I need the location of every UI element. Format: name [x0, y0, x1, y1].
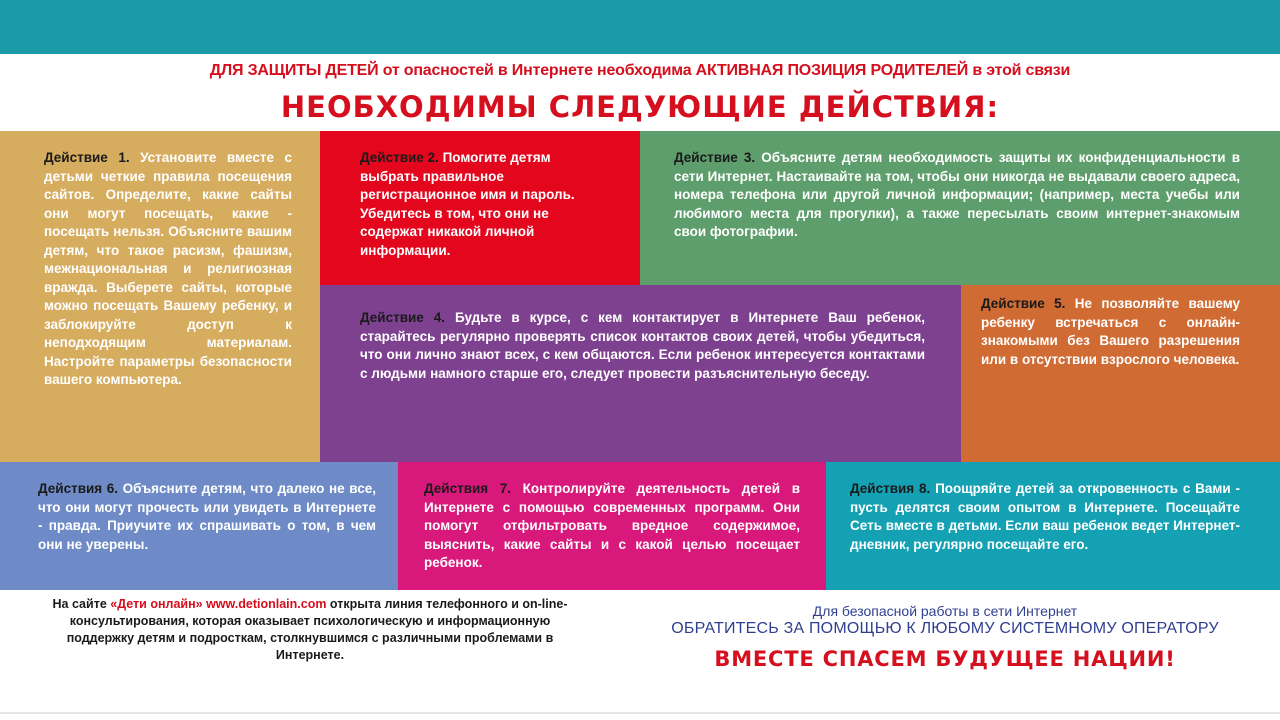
action-label: Действие 4. [360, 310, 455, 325]
action-block-6 [0, 462, 398, 590]
header-title: НЕОБХОДИМЫ СЛЕДУЮЩИЕ ДЕЙСТВИЯ: [280, 90, 1000, 124]
action-label: Действия 7. [424, 481, 523, 496]
action-text: Не позволяйте вашему ребенку встречаться с онлайн-знакомыми без Вашего разрешения или в отсутствии взрослого человека. [981, 296, 1241, 367]
action-block-5 [961, 285, 1280, 462]
action-text: Контролируйте деятельность детей в Интернете с помощью современных программ. Они помогут отфильтровать вредное содержимое, выяснить, какие сайты и с какой целью посещает ребенок. [424, 481, 800, 570]
action-label: Действие 5. [981, 296, 1075, 311]
action-text: Будьте в курсе, с кем контактирует в Интернете Ваш ребенок, старайтесь регулярно проверять список контактов своих детей, чтобы убедиться, что они лично знают всех, с кем общаются. Если ребенок интересуется контактами с людьми намного старше его, следует провести разъяснительную беседу. [360, 310, 926, 381]
action-text: Помогите детям выбрать правильное регистрационное имя и пароль. Убедитесь в том, что они не содержат никакой личной информации. [360, 150, 575, 258]
action-text: Поощряйте детей за откровенность с Вами - пусть делятся своим опытом в Интернете. Посещайте Сеть вместе в детьми. Если ваш ребенок ведет Интернет-дневник, регулярно посещайте его. [850, 481, 1241, 552]
action-block-3 [640, 131, 1280, 285]
slogan: ВМЕСТЕ СПАСЕМ БУДУЩЕЕ НАЦИИ! [714, 647, 1176, 671]
top-banner-bar [0, 0, 1280, 54]
helpline-prefix: На сайте [52, 597, 111, 611]
action-label: Действие 1. [44, 150, 141, 165]
operator-call: ОБРАТИТЕСЬ ЗА ПОМОЩЬЮ К ЛЮБОМУ СИСТЕМНОМУ ОПЕРАТОРУ [671, 620, 1219, 637]
action-text: Установите вместе с детьми четкие правила посещения сайтов. Определите, какие сайты они могут посещать, какие - посещать нельзя. Объясните вашим детям, что такое расизм, фашизм, межнациональная и религиозная вражда. Выберете сайты, которые можно посещать Вашему ребенку, и заблокируйте доступ к неподходящим материалам. Настройте параметры безопасности вашего компьютера. [44, 150, 293, 387]
action-block-4 [320, 285, 961, 462]
bottom-divider [0, 712, 1280, 714]
action-block-2 [320, 131, 640, 285]
action-label: Действие 2. [360, 150, 443, 165]
action-text: Объясните детям необходимость защиты их конфиденциальности в сети Интернет. Настаивайте на том, чтобы они никогда не выдавали своего адреса, номера телефона или другой личной информации; (например, места учебы или любимого места для прогулки), а также пересылать своим интернет-знакомым свои фотографии. [674, 150, 1241, 239]
action-label: Действия 6. [38, 481, 123, 496]
action-text: Объясните детям, что далеко не все, что они могут прочесть или увидеть в Интернете - правда. Приучите их спрашивать о том, в чем они не уверены. [38, 481, 376, 552]
action-block-7 [398, 462, 826, 590]
helpline-text: открыта линия телефонного и on-line-консультирования, которая оказывает психологическую и информационную поддержку детям и подросткам, столкнувшимся с различными проблемами в Интернете. [66, 597, 568, 662]
action-label: Действия 8. [850, 481, 936, 496]
action-block-8 [826, 462, 1280, 590]
action-block-1 [0, 131, 320, 462]
helpline-site-link[interactable]: «Дети онлайн» www.detionlain.com [110, 597, 327, 611]
operator-note: Для безопасной работы в сети Интернет [812, 603, 1078, 619]
helpline-info [40, 596, 580, 664]
action-label: Действие 3. [674, 150, 762, 165]
header-intro: ДЛЯ ЗАЩИТЫ ДЕТЕЙ от опасностей в Интернете необходима АКТИВНАЯ ПОЗИЦИЯ РОДИТЕЛЕЙ в этой связи [209, 62, 1071, 79]
